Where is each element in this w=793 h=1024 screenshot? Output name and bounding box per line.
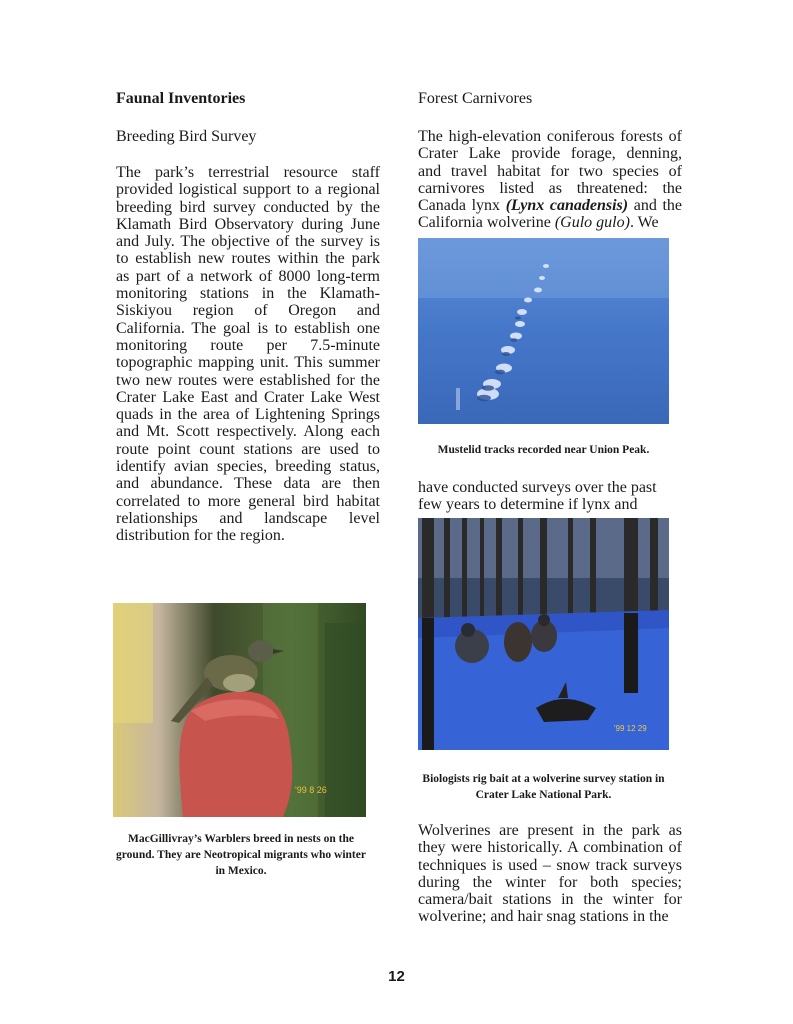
paragraph-tail-text: . We bbox=[629, 214, 659, 232]
forest-carnivores-paragraph bbox=[418, 128, 682, 232]
mustelid-tracks-photo bbox=[418, 238, 669, 424]
wolverines-paragraph: Wolverines are present in the park as they were historically. A combination of techniques is used – snow track surveys during the winter for both species; camera/bait stations in the winter for wolverine; and hair snag stations in the bbox=[418, 822, 682, 926]
paragraph-middle-text: and the California wolverine bbox=[418, 197, 683, 232]
warbler-photo bbox=[113, 603, 366, 817]
forest-carnivores-subheading: Forest Carnivores bbox=[418, 90, 533, 107]
wolverine-survey-station-photo bbox=[418, 518, 669, 750]
warbler-photo-caption: MacGillivray’s Warblers breed in nests on the ground. They are Neotropical migrants who winter in Mexico. bbox=[116, 833, 366, 877]
paragraph-lead-text: The high-elevation coniferous forests of Crater Lake provide forage, denning, and travel habitat for two species of carnivores listed as threatened: the Canada lynx bbox=[418, 128, 682, 215]
tracks-photo-caption: Mustelid tracks recorded near Union Peak. bbox=[437, 444, 650, 456]
warbler-photo-date-stamp: '99 8 26 bbox=[295, 785, 327, 795]
breeding-bird-survey-subheading: Breeding Bird Survey bbox=[116, 128, 257, 145]
station-photo-caption: Biologists rig bait at a wolverine survey station in Crater Lake National Park. bbox=[422, 773, 665, 801]
breeding-bird-paragraph: The park’s terrestrial resource staff provided logistical support to a regional breeding bird survey conducted by the Klamath Bird Observatory during June and July. The objective of the survey is to establish new routes within the park as part of a network of 8000 long-term monitoring stations in the Klamath-Siskiyou region of Oregon and California. The goal is to establish one monitoring route per 7.5-minute topographic mapping unit. This summer two new routes were established for the Crater Lake East and Crater Lake West quads in the area of Lightening Springs and Mt. Scott respectively. Along each route point count stations are used to identify avian species, breeding status, and abundance. These data are then correlated to more general bird habitat relationships and landscape level distribution for the region. bbox=[116, 164, 380, 545]
lynx-latin-name: (Lynx canadensis) bbox=[505, 197, 629, 215]
surveys-paragraph: have conducted surveys over the past few years to determine if lynx and bbox=[418, 479, 657, 514]
section-heading: Faunal Inventories bbox=[116, 90, 246, 107]
page-number: 12 bbox=[388, 968, 405, 985]
wolverine-latin-name: (Gulo gulo) bbox=[554, 214, 630, 232]
station-photo-date-stamp: '99 12 29 bbox=[614, 724, 647, 733]
